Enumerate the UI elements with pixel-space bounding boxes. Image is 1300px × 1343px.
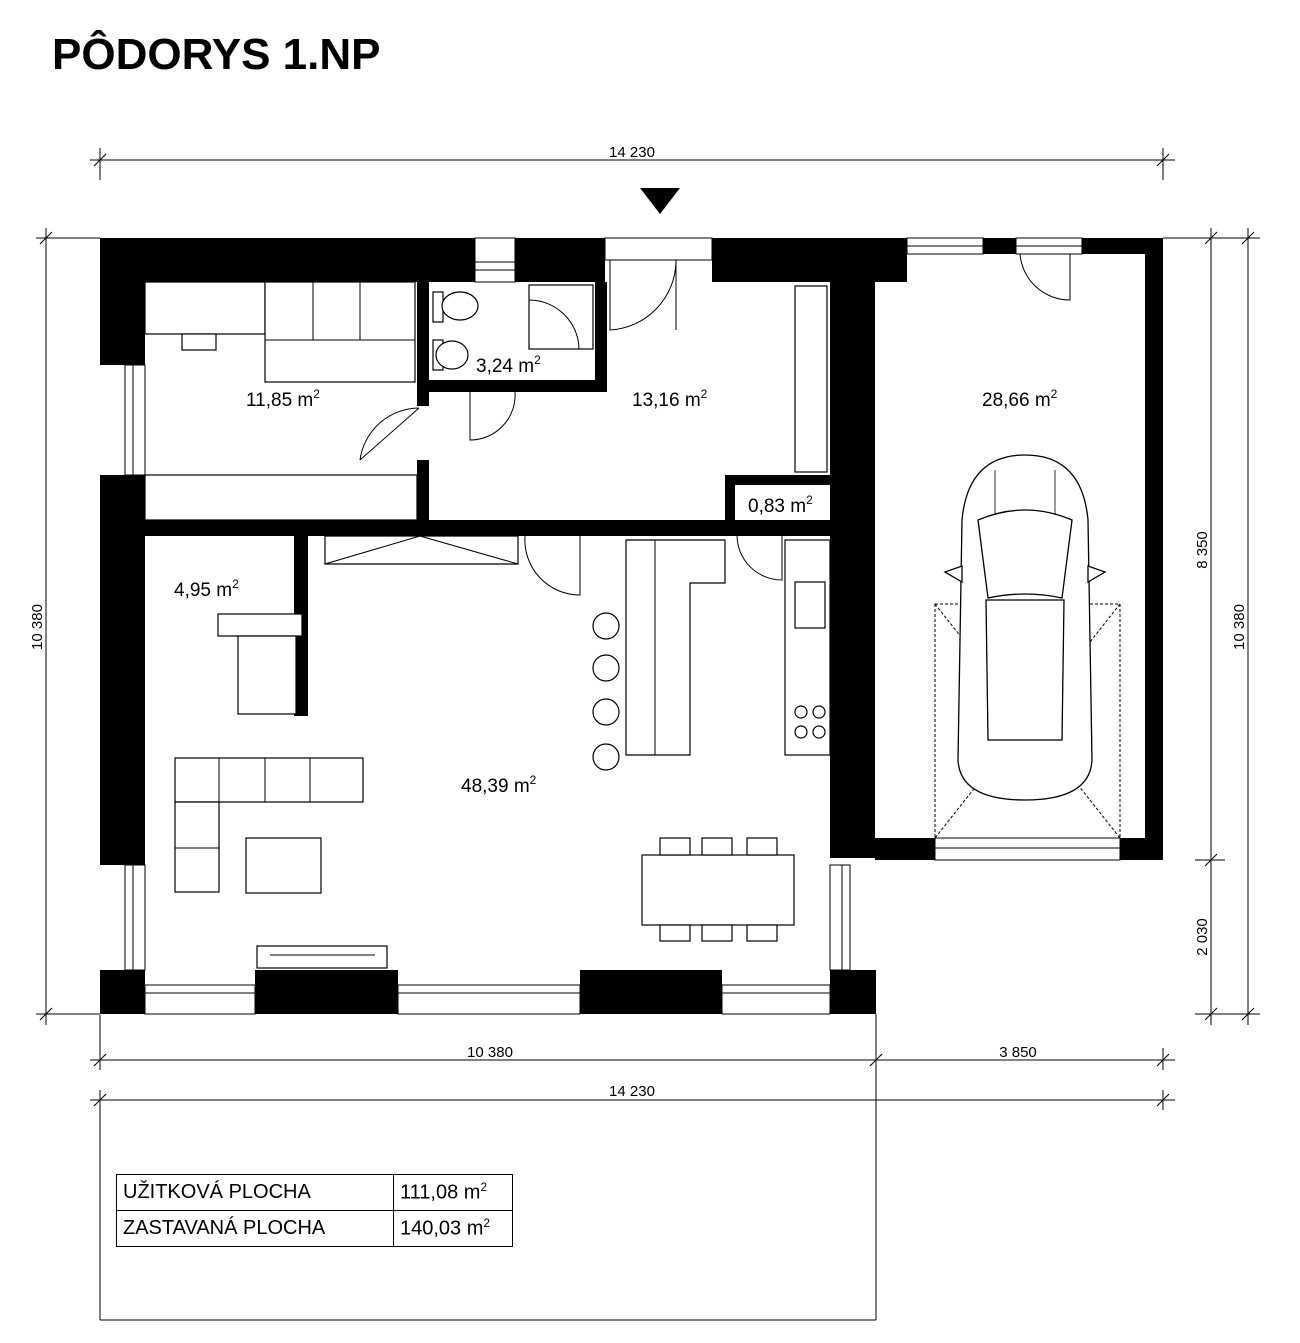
dim-top-total: 14 230: [609, 144, 655, 161]
dim-bottom-total: 14 230: [609, 1083, 655, 1100]
room-stairs-area: 4,95 $m^2$: [174, 577, 239, 601]
summary-table: [116, 1174, 513, 1247]
room-hall-area: 13,16 $m^2$: [632, 387, 708, 411]
room-living-area: 48,39 $m^2$: [461, 773, 537, 797]
dim-bottom-right: 3 850: [999, 1044, 1037, 1061]
table-row: [117, 1211, 513, 1247]
dim-right-lower: 2 030: [1194, 918, 1211, 956]
dim-left-height: 10 380: [29, 604, 46, 650]
dim-right-inner: 8 350: [1194, 531, 1211, 569]
page-title: PÔDORYS 1.NP: [52, 30, 381, 79]
room-garage-area: 28,66 $m^2$: [982, 387, 1058, 411]
table-row: [117, 1175, 513, 1211]
room-pantry-area: 0,83 $m^2$: [748, 493, 813, 517]
dim-right-total: 10 380: [1231, 604, 1248, 650]
car-icon: [935, 455, 1120, 838]
summary-value: 111,08 $m^2$: [394, 1175, 513, 1211]
entrance-arrow-icon: [640, 188, 680, 214]
summary-label: UŽITKOVÁ PLOCHA: [117, 1175, 394, 1211]
room-bathroom-area: 3,24 $m^2$: [476, 353, 541, 377]
summary-value: 140,03 $m^2$: [394, 1211, 513, 1247]
summary-label: ZASTAVANÁ PLOCHA: [117, 1211, 394, 1247]
dim-bottom-left: 10 380: [467, 1044, 513, 1061]
room-bedroom-area: 11,85 $m^2$: [246, 387, 320, 411]
